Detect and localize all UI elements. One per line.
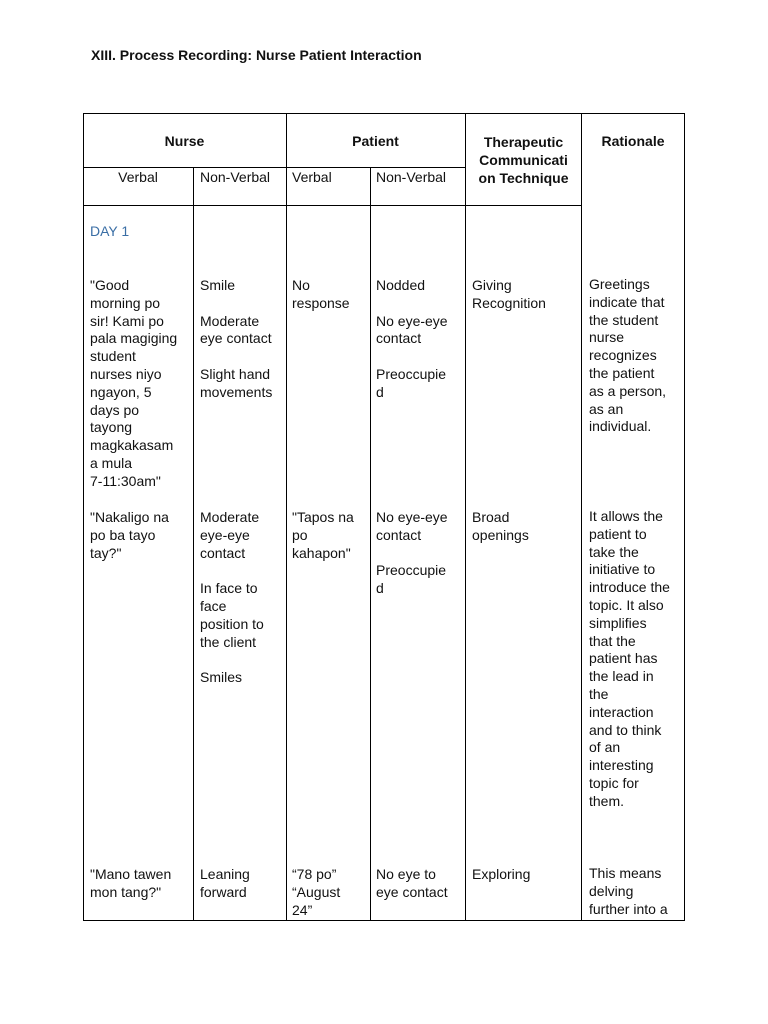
row2-rationale: It allows the patient to take the initiative to introduce the topic. It also simplifies that the patient has the lead in the interaction and to think of an interesting topic for them. <box>589 508 670 809</box>
row1-nurse-nonverbal: Smile Moderate eye contact Slight hand movements <box>200 277 273 400</box>
table-border-bottom <box>83 920 685 921</box>
row1-patient-nonverbal: Nodded No eye-eye contact Preoccupie d <box>376 277 448 400</box>
row3-technique: Exploring <box>472 866 531 882</box>
day-label: DAY 1 <box>90 223 130 239</box>
row3-patient-verbal: “78 po” “August 24” <box>292 866 341 918</box>
row1-nurse-verbal: "Good morning po sir! Kami po pala magiging student nurses niyo ngayon, 5 days po tayong magkakasam a mula 7-11:30am" <box>90 277 178 489</box>
col-divider-1 <box>193 167 194 921</box>
row2-patient-verbal: "Tapos na po kahapon" <box>292 509 354 561</box>
header-nurse: Nurse <box>164 133 205 149</box>
row1-technique: Giving Recognition <box>472 277 546 311</box>
process-recording-table <box>83 113 685 921</box>
header-therapeutic-technique: Therapeutic Communicati on Technique <box>478 134 569 186</box>
subheader-patient-verbal: Verbal <box>292 169 332 185</box>
row1-patient-verbal: No response <box>292 277 350 311</box>
col-divider-5 <box>581 113 582 921</box>
subheader-nurse-verbal: Verbal <box>118 169 158 185</box>
table-border-top <box>83 113 685 114</box>
header-rationale: Rationale <box>601 133 665 149</box>
row2-nurse-verbal: "Nakaligo na po ba tayo tay?" <box>90 509 169 561</box>
row2-technique: Broad openings <box>472 509 529 543</box>
header-divider <box>83 167 466 168</box>
row2-patient-nonverbal: No eye-eye contact Preoccupie d <box>376 509 448 597</box>
row3-patient-nonverbal: No eye to eye contact <box>376 866 448 900</box>
subheader-patient-nonverbal: Non-Verbal <box>376 169 447 185</box>
document-title: XIII. Process Recording: Nurse Patient Interaction <box>91 47 422 63</box>
row2-nurse-nonverbal: Moderate eye-eye contact In face to face position to the client Smiles <box>200 509 264 686</box>
table-border-left <box>83 113 84 921</box>
row1-rationale: Greetings indicate that the student nurse recognizes the patient as a person, as an individual. <box>589 276 667 435</box>
row3-nurse-verbal: "Mano tawen mon tang?" <box>90 866 172 900</box>
header-patient: Patient <box>352 133 399 149</box>
row3-rationale: This means delving further into a <box>589 865 668 917</box>
subheader-nurse-nonverbal: Non-Verbal <box>200 169 271 185</box>
row3-nurse-nonverbal: Leaning forward <box>200 866 250 900</box>
col-divider-3 <box>370 167 371 921</box>
subheader-divider <box>83 205 582 206</box>
